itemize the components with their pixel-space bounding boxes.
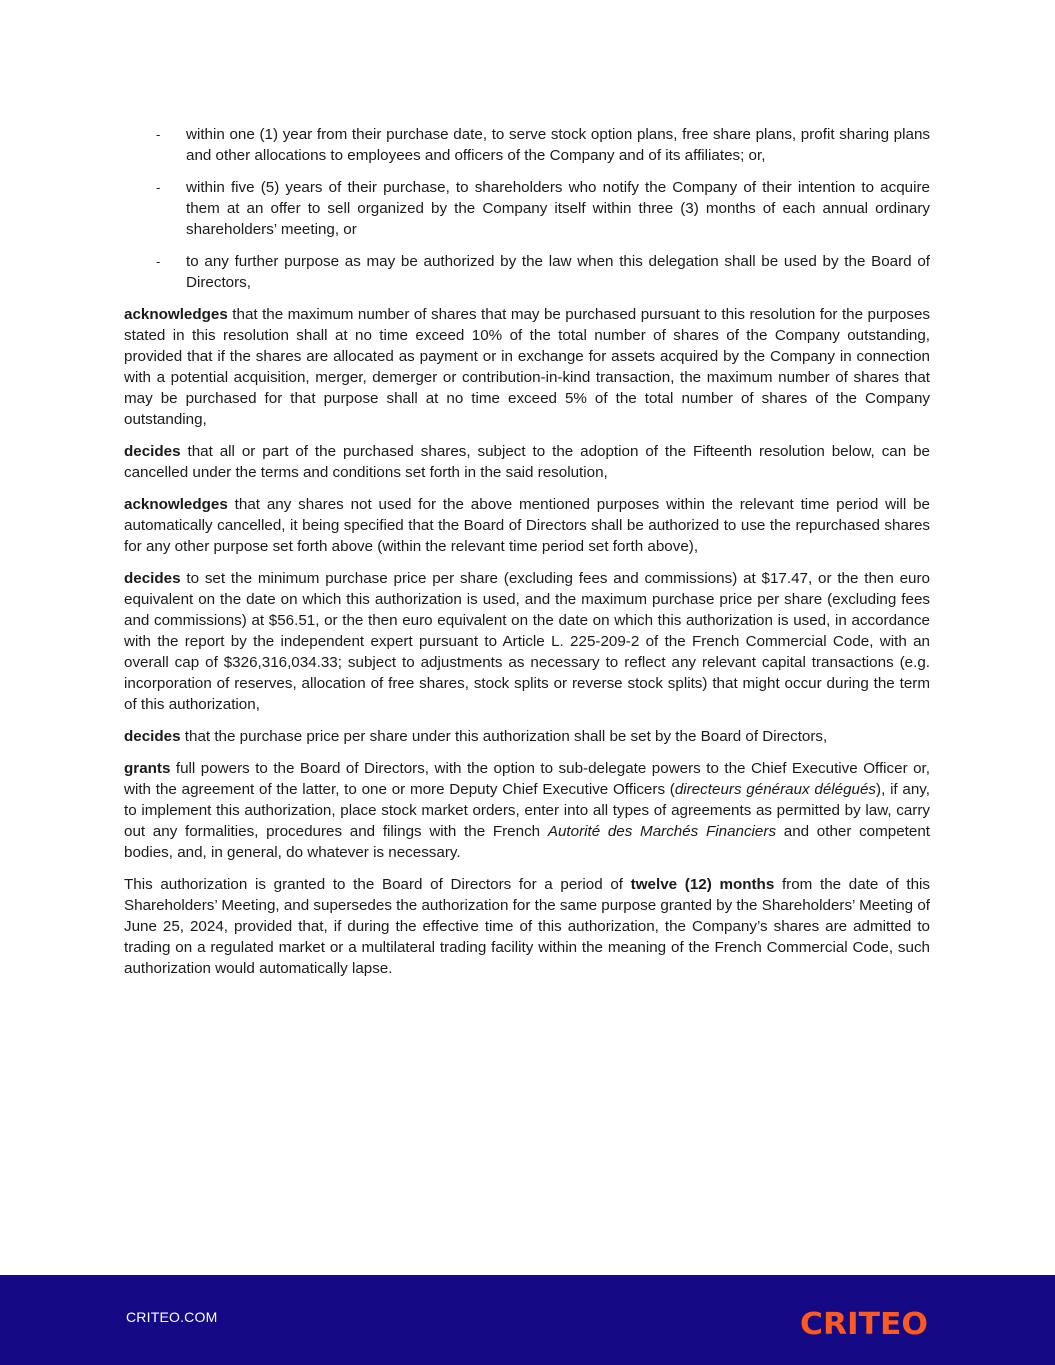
bold-term: twelve (12) months	[630, 876, 775, 893]
paragraph-text: ), if any, to implement this authorization, place stock market orders, enter into all types of agreements as permitted by law, carry out any formalities, procedures and filings with the French	[124, 781, 930, 840]
paragraph-acknowledges-maximum	[124, 304, 930, 430]
bullet-text: to any further purpose as may be authorized by the law when this delegation shall be used by the Board of Directors,	[186, 253, 930, 291]
footer-url[interactable]: CRITEO.COM	[126, 1309, 218, 1325]
italic-term: Autorité des Marchés Financiers	[547, 823, 777, 840]
page-footer	[0, 1275, 1055, 1365]
keyword: grants	[124, 760, 171, 777]
paragraph-text: from the date of this Shareholders’ Meeting, and supersedes the authorization for the same purpose granted by the Shareholders’ Meeting of June 25, 2024, provided that, if during the effective time of this authorization, the Company’s shares are admitted to trading on a regulated market or a multilateral trading facility within the meaning of the French Commercial Code, such authorization would automatically lapse.	[124, 876, 930, 977]
document-body	[124, 124, 930, 990]
bullet-text: within one (1) year from their purchase date, to serve stock option plans, free share plans, profit sharing plans and other allocations to employees and officers of the Company and of its affiliates; or,	[186, 126, 930, 164]
paragraph-grants-powers	[124, 758, 930, 863]
keyword: decides	[124, 728, 181, 745]
bullet-dash: -	[156, 127, 161, 142]
keyword: acknowledges	[124, 306, 228, 323]
paragraph-acknowledges-unused	[124, 494, 930, 557]
bullet-dash: -	[156, 254, 161, 269]
paragraph-text: that all or part of the purchased shares, subject to the adoption of the Fifteenth resolution below, can be cancelled under the terms and conditions set forth in the said resolution,	[124, 443, 930, 481]
bullet-dash: -	[156, 180, 161, 195]
paragraph-decides-cancellation	[124, 441, 930, 483]
keyword: decides	[124, 443, 181, 460]
paragraph-authorization-period	[124, 874, 930, 979]
list-item	[156, 177, 930, 240]
paragraph-text: to set the minimum purchase price per share (excluding fees and commissions) at $17.47, or the then euro equivalent on the date on which this authorization is used, and the maximum purchase price per share (excluding fees and commissions) at $56.51, or the then euro equivalent on the date on which this authorization is used, in accordance with the report by the independent expert pursuant to Article L. 225-209-2 of the French Commercial Code, with an overall cap of $326,316,034.33; subject to adjustments as necessary to reflect any relevant capital transactions (e.g. incorporation of reserves, allocation of free shares, stock splits or reverse stock splits) that might occur during the term of this authorization,	[124, 570, 930, 713]
criteo-logo	[800, 1305, 930, 1337]
paragraph-decides-price	[124, 568, 930, 715]
list-item	[156, 124, 930, 166]
list-item	[156, 251, 930, 293]
paragraph-text: that any shares not used for the above mentioned purposes within the relevant time period will be automatically cancelled, it being specified that the Board of Directors shall be authorized to use the repurchased shares for any other purpose set forth above (within the relevant time period set forth above),	[124, 496, 930, 555]
paragraph-text: and other competent bodies, and, in general, do whatever is necessary.	[124, 823, 931, 861]
logo-text: CRITEO	[800, 1307, 928, 1337]
paragraph-text: that the maximum number of shares that may be purchased pursuant to this resolution for the purposes stated in this resolution shall at no time exceed 10% of the total number of shares of the Company outstanding, provided that if the shares are allocated as payment or in exchange for assets acquired by the Company in connection with a potential acquisition, merger, demerger or contribution-in-kind transaction, the maximum number of shares that may be purchased for that purpose shall at no time exceed 5% of the total number of shares of the Company outstanding,	[124, 306, 930, 428]
paragraph-text: that the purchase price per share under this authorization shall be set by the Board of Directors,	[180, 728, 828, 745]
keyword: acknowledges	[124, 496, 228, 513]
paragraph-text: This authorization is granted to the Board of Directors for a period of	[124, 876, 631, 893]
paragraph-text: full powers to the Board of Directors, with the option to sub-delegate powers to the Chief Executive Officer or, with the agreement of the latter, to one or more Deputy Chief Executive Officers (	[124, 760, 930, 798]
italic-term: directeurs généraux délégués	[674, 781, 877, 798]
keyword: decides	[124, 570, 181, 587]
paragraph-decides-board	[124, 726, 930, 747]
bullet-text: within five (5) years of their purchase, to shareholders who notify the Company of their intention to acquire them at an offer to sell organized by the Company itself within three (3) months of each annual ordinary shareholders’ meeting, or	[186, 179, 930, 238]
